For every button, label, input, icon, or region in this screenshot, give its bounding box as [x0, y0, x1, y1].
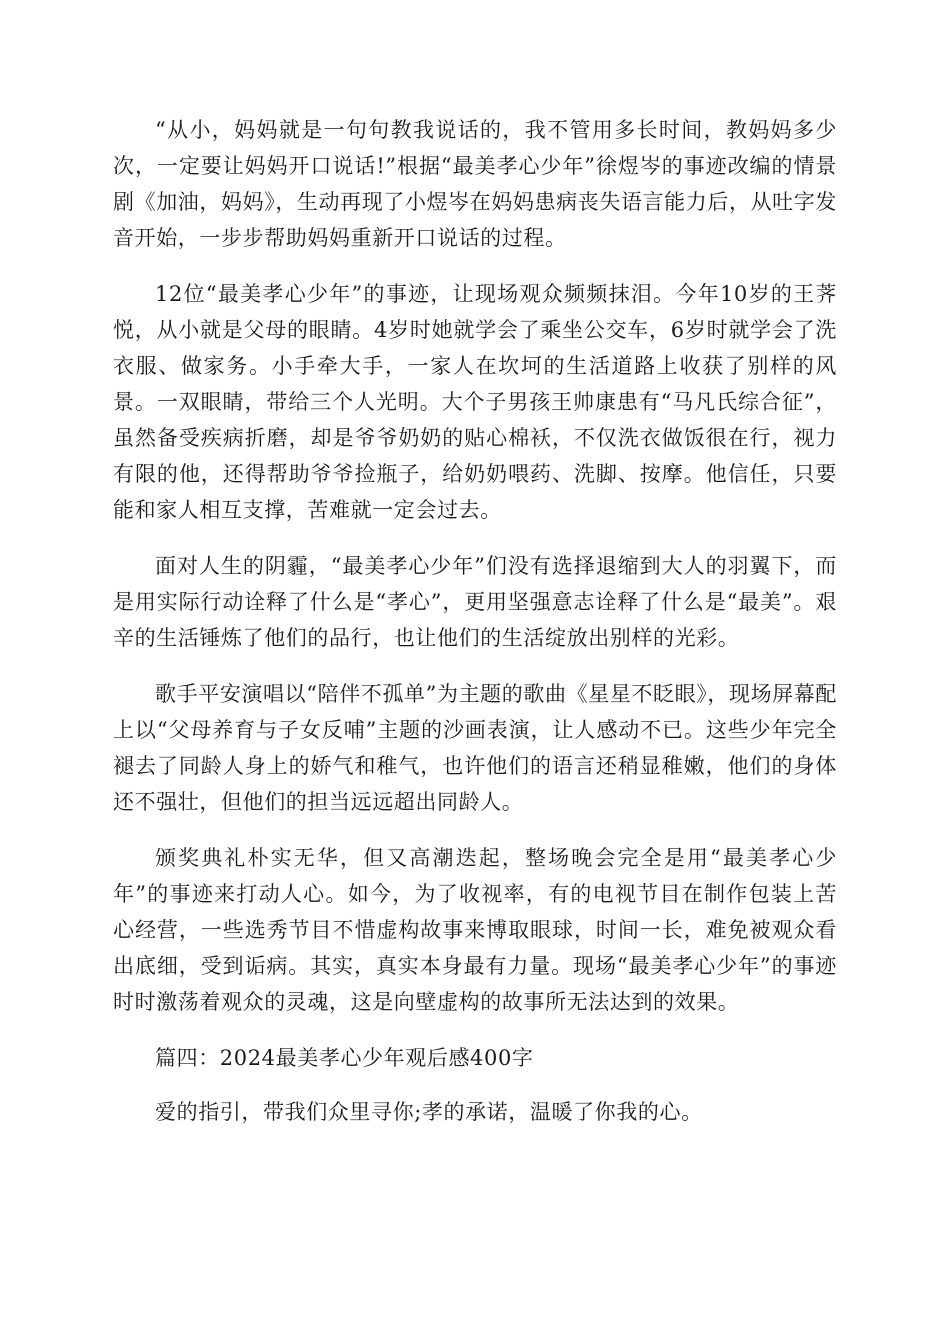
paragraph-5: 颁奖典礼朴实无华，但又高潮迭起，整场晚会完全是用“最美孝心少年”的事迹来打动人心。如今，为了收视率，有的电视节目在制作包装上苦心经营，一些选秀节目不惜虚构故事来博取眼球，时间一长，难免被观众看出底细，受到诟病。其实，真实本身最有力量。现场“最美孝心少年”的事迹时时激荡着观众的灵魂，这是向壁虚构的故事所无法达到的效果。 [113, 846, 837, 1014]
paragraph-4: 歌手平安演唱以“陪伴不孤单”为主题的歌曲《星星不眨眼》，现场屏幕配上以“父母养育与子女反哺”主题的沙画表演，让人感动不已。这些少年完全褪去了同龄人身上的娇气和稚气，也许他们的语言还稍显稚嫩，他们的身体还不强壮，但他们的担当远远超出同龄人。 [113, 682, 837, 814]
document-page [113, 112, 837, 1148]
closing-line: 爱的指引，带我们众里寻你;孝的承诺，温暖了你我的心。 [155, 1100, 703, 1124]
section-heading: 篇四：2024最美孝心少年观后感400字 [155, 1046, 534, 1070]
paragraph-3: 面对人生的阴霾，“最美孝心少年”们没有选择退缩到大人的羽翼下，而是用实际行动诠释了什么是“孝心”，更用坚强意志诠释了什么是“最美”。艰辛的生活锤炼了他们的品行，也让他们的生活绽放出别样的光彩。 [113, 554, 837, 650]
paragraph-2: 12位“最美孝心少年”的事迹，让现场观众频频抹泪。今年10岁的王荠悦，从小就是父母的眼睛。4岁时她就学会了乘坐公交车，6岁时就学会了洗衣服、做家务。小手牵大手，一家人在坎坷的生活道路上收获了别样的风景。一双眼睛，带给三个人光明。大个子男孩王帅康患有“马凡氏综合征”，虽然备受疾病折磨，却是爷爷奶奶的贴心棉袄，不仅洗衣做饭很在行，视力有限的他，还得帮助爷爷捡瓶子，给奶奶喂药、洗脚、按摩。他信任，只要能和家人相互支撑，苦难就一定会过去。 [113, 282, 837, 522]
paragraph-1: “从小，妈妈就是一句句教我说话的，我不管用多长时间，教妈妈多少次，一定要让妈妈开口说话!”根据“最美孝心少年”徐煜岑的事迹改编的情景剧《加油，妈妈》，生动再现了小煜岑在妈妈患病丧失语言能力后，从吐字发音开始，一步步帮助妈妈重新开口说话的过程。 [113, 118, 837, 250]
